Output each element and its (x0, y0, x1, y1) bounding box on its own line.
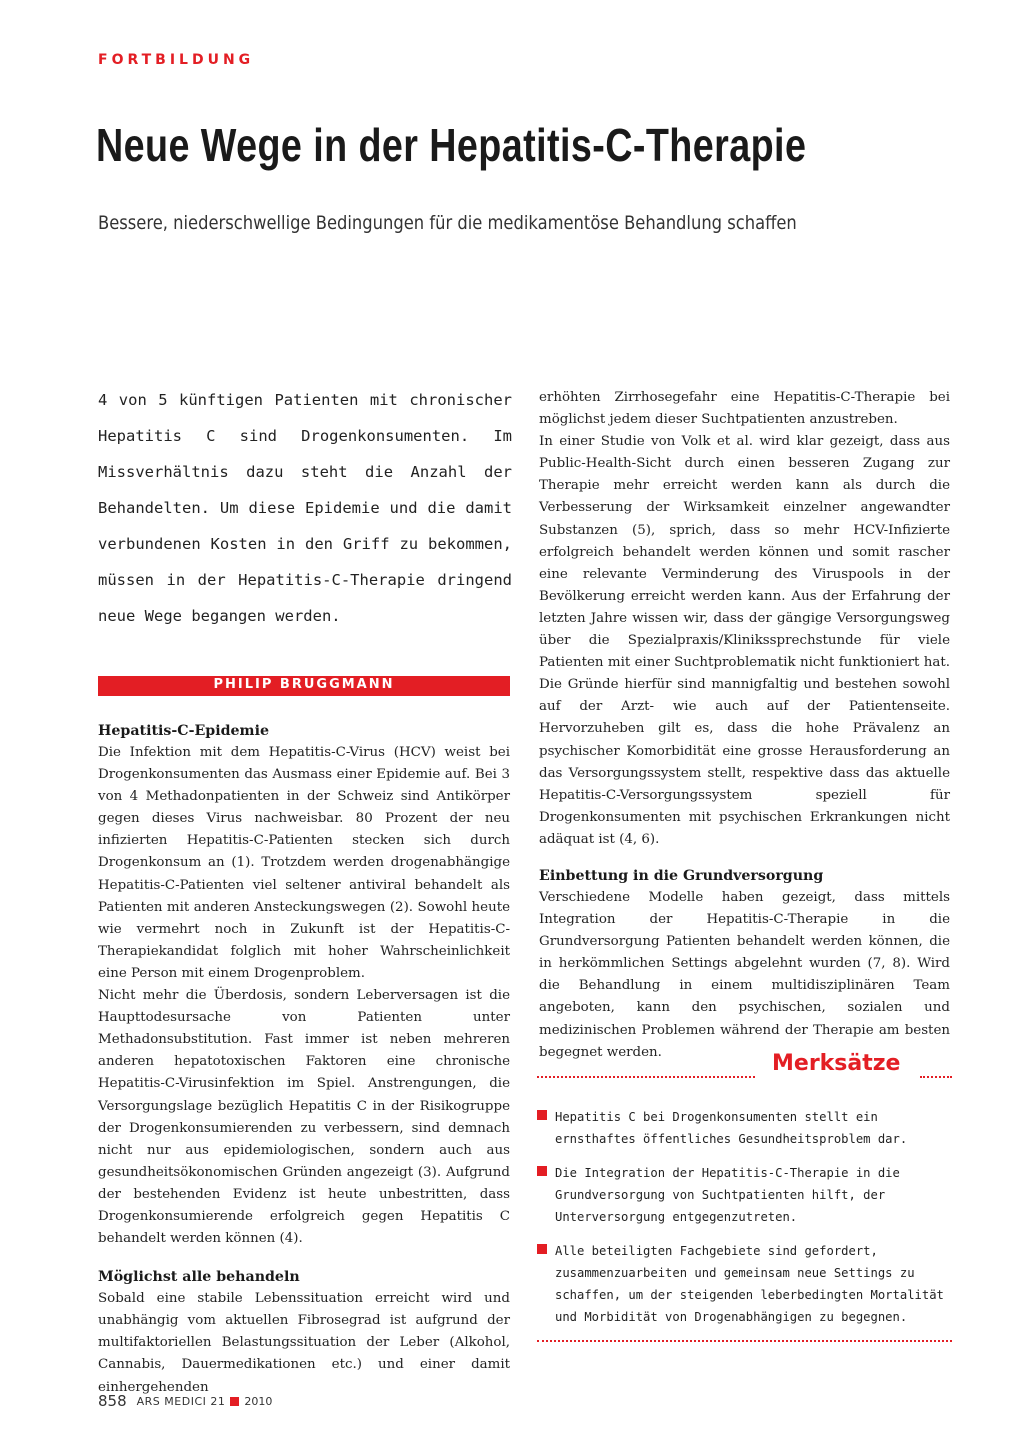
paragraph: Sobald eine stabile Lebenssituation erreicht wird und unabhängig vom aktuellen Fibrosegrad ist aufgrund der multifaktoriellen Belastungssituation der Leber (Alkohol, Cannabis, Dauermedikationen etc.) und einer damit einhergehenden (98, 1291, 510, 1395)
article-title: Neue Wege in der Hepatitis-C-Therapie (96, 119, 807, 171)
heading-behandeln: Möglichst alle behandeln (98, 1269, 300, 1286)
lead-paragraph: 4 von 5 künftigen Patienten mit chronischer Hepatitis C sind Drogenkonsumenten. Im Missverhältnis dazu steht die Anzahl der Behandelten. Um diese Epidemie und die damit verbundenen Kosten in den Griff zu bekommen, müssen in der Hepatitis-C-Therapie dringend neue Wege begangen werden. (98, 391, 512, 625)
dotted-rule (537, 1330, 952, 1342)
left-column (98, 720, 510, 1399)
paragraph: Die Infektion mit dem Hepatitis-C-Virus (HCV) weist bei Drogenkonsumenten das Ausmass einer Epidemie auf. Bei 3 von 4 Methadonpatienten in der Schweiz sind Antikörper gegen dieses Virus nachweisbar. 80 Prozent der neu infizierten Hepatitis-C-Patienten stecken sich durch Drogenkonsum an (1). Trotzdem werden drogenabhängige Hepatitis-C-Patienten viel seltener antiviral behandelt als Patienten mit anderen Ansteckungswegen (2). Sowohl heute wie vermehrt noch in Zukunft ist der Hepatitis-C-Therapiekandidat folglich mit hoher Wahrscheinlichkeit eine Person mit einem Drogenproblem. (98, 745, 510, 981)
heading-epidemie: Hepatitis-C-Epidemie (98, 723, 269, 739)
merksaetze-list (537, 1106, 951, 1340)
page-footer (98, 1392, 272, 1410)
list-item (537, 1240, 951, 1328)
list-item (537, 1162, 951, 1228)
merksaetze-title: Merksätze (772, 1051, 901, 1076)
list-item-text: Hepatitis C bei Drogenkonsumenten stellt ein ernsthaftes öffentliches Gesundheitsproblem dar. (555, 1110, 908, 1146)
paragraph: Verschiedene Modelle haben gezeigt, dass mittels Integration der Hepatitis-C-Therapie in die Grundversorgung Patienten behandelt werden können, die in herkömmlichen Settings abgelehnt wurden (7, 8). Wird die Behandlung in einem multidisziplinären Team angeboten, kann den psychischen, sozialen und medizinischen Problemen während der Therapie am besten begegnet werden. (539, 889, 950, 1060)
heading-grundversorgung: Einbettung in die Grundversorgung (539, 867, 824, 884)
paragraph: erhöhten Zirrhosegefahr eine Hepatitis-C-Therapie bei möglichst jedem dieser Suchtpatienten anzustreben. (539, 390, 950, 428)
journal-year: 2010 (244, 1394, 273, 1408)
dotted-rule (920, 1062, 952, 1078)
list-item-text: Die Integration der Hepatitis-C-Therapie in die Grundversorgung von Suchtpatienten hilft, der Unterversorgung entgegenzutreten. (555, 1166, 900, 1224)
dotted-rule (537, 1062, 755, 1078)
square-separator-icon (230, 1397, 239, 1406)
paragraph: In einer Studie von Volk et al. wird klar gezeigt, dass aus Public-Health-Sicht durch einen besseren Zugang zur Therapie mehr erreicht werden kann als durch die Verbesserung der Wirksamkeit einzelner angewandter Substanzen (5), sprich, dass so mehr HCV-Infizierte erfolgreich behandelt werden können und somit rascher eine relevante Verminderung des Viruspools in der Bevölkerung erreicht werden kann. Aus der Erfahrung der letzten Jahre wissen wir, dass der gängige Versorgungsweg über die Spezialpraxis/Klinikssprechstunde für viele Patienten mit einer Suchtproblematik nicht funktioniert hat. Die Gründe hierfür sind mannigfaltig und bestehen sowohl auf der Arzt- wie auch auf der Patientenseite. Hervorzuheben gilt es, dass die hohe Prävalenz an psychischer Komorbidität eine grosse Herausforderung an das Versorgungssystem stellt, respektive dass das aktuelle Hepatitis-C-Versorgungssystem speziell für Drogenkonsumenten mit psychischen Erkrankungen nicht adäquat ist (4, 6). (539, 434, 950, 847)
journal-name: ARS MEDICI 21 (136, 1394, 226, 1408)
article-subtitle: Bessere, niederschwellige Bedingungen für die medikamentöse Behandlung schaffen (98, 212, 797, 234)
square-bullet-icon (537, 1166, 547, 1176)
section-label: FORTBILDUNG (98, 52, 255, 68)
list-item-text: Alle beteiligten Fachgebiete sind gefordert, zusammenzuarbeiten und gemeinsam neue Settings zu schaffen, um der steigenden leberbedingten Mortalität und Morbidität von Drogenabhängigen zu begegnen. (555, 1244, 944, 1324)
paragraph: Nicht mehr die Überdosis, sondern Leberversagen ist die Haupttodesursache von Patienten unter Methadonsubstitution. Fast immer ist neben mehreren anderen hepatotoxischen Faktoren eine chronische Hepatitis-C-Virusinfektion im Spiel. Anstrengungen, die Versorgungslage bezüglich Hepatitis C in der Risikogruppe der Drogenkonsumierenden zu verbessern, sind demnach nicht nur aus epidemiologischen, sondern auch aus gesundheitsökonomischen Gründen angezeigt (3). Aufgrund der bestehenden Evidenz ist heute unbestritten, dass Drogenkonsumierende erfolgreich gegen Hepatitis C behandelt werden können (4). (98, 988, 510, 1247)
list-item (537, 1106, 951, 1150)
square-bullet-icon (537, 1110, 547, 1120)
square-bullet-icon (537, 1244, 547, 1254)
right-column (539, 387, 950, 1064)
page-number: 858 (98, 1392, 127, 1410)
author-name: PHILIP BRUGGMANN (213, 677, 395, 692)
